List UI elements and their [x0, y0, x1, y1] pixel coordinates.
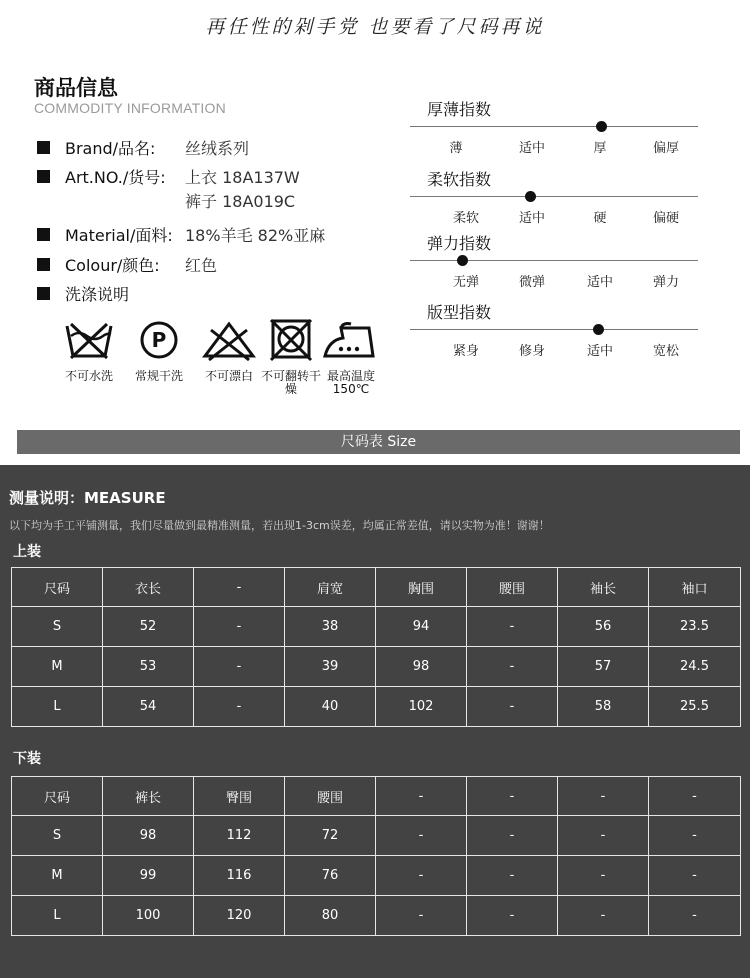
index-option: 适中: [586, 344, 613, 359]
table-cell: -: [558, 896, 649, 936]
care-label: 不可翻转干燥: [260, 369, 321, 396]
table-header: 臀围: [194, 777, 285, 816]
care-label: 不可漂白: [204, 369, 253, 383]
measure-title: 测量说明：MEASURE: [9, 489, 166, 507]
table-cell: -: [194, 607, 285, 647]
artno-value-top: 上衣 18A137W: [185, 168, 300, 187]
table-cell: -: [376, 856, 467, 896]
index-option: 偏厚: [652, 141, 679, 156]
table-cell: -: [558, 816, 649, 856]
care-item-no-tumble-dry: [260, 318, 322, 396]
index-marker: [525, 191, 536, 202]
table-cell: 58: [558, 687, 649, 727]
bullet-icon: [37, 170, 50, 183]
table-cell: S: [12, 816, 103, 856]
index-title: 版型指数: [427, 303, 492, 322]
table-header: -: [194, 568, 285, 607]
table-header: -: [558, 777, 649, 816]
bullet-icon: [37, 228, 50, 241]
care-label: 最高温度150℃: [326, 369, 375, 396]
table-cell: 102: [376, 687, 467, 727]
table-header: 裤长: [103, 777, 194, 816]
table-header: 衣长: [103, 568, 194, 607]
table-cell: L: [12, 687, 103, 727]
care-icons: [62, 318, 392, 408]
table-header: 袖口: [649, 568, 741, 607]
table-header: 腰围: [285, 777, 376, 816]
table-cell: 24.5: [649, 647, 741, 687]
table-cell: 57: [558, 647, 649, 687]
table-header: 尺码: [12, 568, 103, 607]
index-option: 柔软: [452, 211, 479, 226]
top-section-title: 上装: [13, 544, 41, 560]
care-item-iron: [320, 318, 382, 396]
colour-label: Colour/颜色:: [65, 256, 160, 275]
index-option: 修身: [518, 344, 545, 359]
table-header: -: [467, 777, 558, 816]
table-cell: 39: [285, 647, 376, 687]
index-option: 薄: [449, 141, 463, 156]
table-cell: -: [467, 687, 558, 727]
wash-label: 洗涤说明: [65, 285, 130, 304]
brand-label: Brand/品名:: [65, 139, 156, 158]
index-option: 适中: [518, 141, 545, 156]
commodity-title: 商品信息: [34, 76, 118, 100]
table-header: 肩宽: [285, 568, 376, 607]
care-item-no-wash: [58, 318, 120, 383]
table-cell: -: [467, 896, 558, 936]
index-option: 紧身: [452, 344, 479, 359]
material-label: Material/面料:: [65, 226, 173, 245]
table-header: -: [376, 777, 467, 816]
table-cell: 52: [103, 607, 194, 647]
index-option: 适中: [518, 211, 545, 226]
index-option: 微弹: [518, 275, 545, 290]
index-marker: [593, 324, 604, 335]
table-header-row: [12, 777, 741, 816]
table-cell: 116: [194, 856, 285, 896]
table-cell: -: [649, 856, 741, 896]
table-cell: 23.5: [649, 607, 741, 647]
table-cell: -: [649, 896, 741, 936]
care-label: 常规干洗: [134, 369, 183, 383]
table-cell: 80: [285, 896, 376, 936]
index-option: 弹力: [652, 275, 679, 290]
table-cell: 53: [103, 647, 194, 687]
bullet-icon: [37, 258, 50, 271]
dry-clean-icon: [133, 318, 185, 362]
table-cell: 112: [194, 816, 285, 856]
measure-note: 以下均为手工平铺测量，我们尽量做到最精准测量，若出现1-3cm误差，均属正常差值，请以实物为准！谢谢！: [9, 519, 550, 532]
table-row: [12, 816, 741, 856]
artno-value-bottom: 裤子 18A019C: [185, 192, 296, 211]
no-tumble-dry-icon: [265, 318, 317, 362]
index-option: 宽松: [652, 344, 679, 359]
table-cell: -: [194, 647, 285, 687]
table-header-row: [12, 568, 741, 607]
brand-value: 丝绒系列: [185, 139, 250, 158]
index-option: 无弹: [452, 275, 479, 290]
table-cell: 76: [285, 856, 376, 896]
artno-label: Art.NO./货号:: [65, 168, 166, 187]
table-header: 袖长: [558, 568, 649, 607]
table-row: [12, 647, 741, 687]
table-header: 尺码: [12, 777, 103, 816]
table-row: [12, 607, 741, 647]
bullet-icon: [37, 141, 50, 154]
table-cell: -: [376, 896, 467, 936]
index-title: 柔软指数: [427, 170, 492, 189]
table-cell: -: [194, 687, 285, 727]
table-cell: -: [467, 856, 558, 896]
index-scale: [410, 329, 698, 330]
index-option: 偏硬: [652, 211, 679, 226]
care-label: 不可水洗: [64, 369, 113, 383]
table-cell: -: [558, 856, 649, 896]
material-value: 18%羊毛 82%亚麻: [185, 226, 326, 245]
care-item-dry-clean: [128, 318, 190, 383]
bottom-section-title: 下装: [13, 751, 41, 767]
index-title: 厚薄指数: [427, 100, 492, 119]
commodity-subtitle: COMMODITY INFORMATION: [34, 100, 226, 116]
bullet-icon: [37, 287, 50, 300]
index-marker: [457, 255, 468, 266]
table-cell: M: [12, 647, 103, 687]
table-cell: 99: [103, 856, 194, 896]
table-cell: 100: [103, 896, 194, 936]
svg-text:P: P: [151, 328, 167, 352]
index-option: 厚: [593, 141, 607, 156]
table-cell: 56: [558, 607, 649, 647]
table-cell: -: [376, 816, 467, 856]
table-cell: 98: [103, 816, 194, 856]
table-row: [12, 687, 741, 727]
iron-icon: [321, 318, 381, 362]
table-cell: L: [12, 896, 103, 936]
index-marker: [596, 121, 607, 132]
index-option: 适中: [586, 275, 613, 290]
table-cell: 72: [285, 816, 376, 856]
no-bleach-icon: [201, 318, 257, 362]
table-header: 胸围: [376, 568, 467, 607]
bottom-size-table: [11, 776, 741, 936]
no-wash-icon: [63, 318, 115, 362]
care-item-no-bleach: [198, 318, 260, 383]
size-chart-header: 尺码表 Size: [17, 430, 740, 454]
table-row: [12, 856, 741, 896]
index-scale: [410, 260, 698, 261]
table-cell: -: [649, 816, 741, 856]
index-scale: [410, 196, 698, 197]
index-title: 弹力指数: [427, 234, 492, 253]
table-cell: 25.5: [649, 687, 741, 727]
table-cell: 94: [376, 607, 467, 647]
table-cell: -: [467, 816, 558, 856]
table-cell: S: [12, 607, 103, 647]
top-size-table: [11, 567, 741, 727]
index-option: 硬: [593, 211, 607, 226]
table-cell: 98: [376, 647, 467, 687]
index-scale: [410, 126, 698, 127]
table-cell: 120: [194, 896, 285, 936]
colour-value: 红色: [185, 256, 218, 275]
table-cell: -: [467, 647, 558, 687]
table-cell: M: [12, 856, 103, 896]
table-cell: 38: [285, 607, 376, 647]
slogan: 再任性的剁手党 也要看了尺码再说: [205, 16, 545, 38]
table-row: [12, 896, 741, 936]
table-cell: 40: [285, 687, 376, 727]
table-cell: 54: [103, 687, 194, 727]
table-cell: -: [467, 607, 558, 647]
measurement-panel: [0, 465, 750, 978]
table-header: 腰围: [467, 568, 558, 607]
table-header: -: [649, 777, 741, 816]
